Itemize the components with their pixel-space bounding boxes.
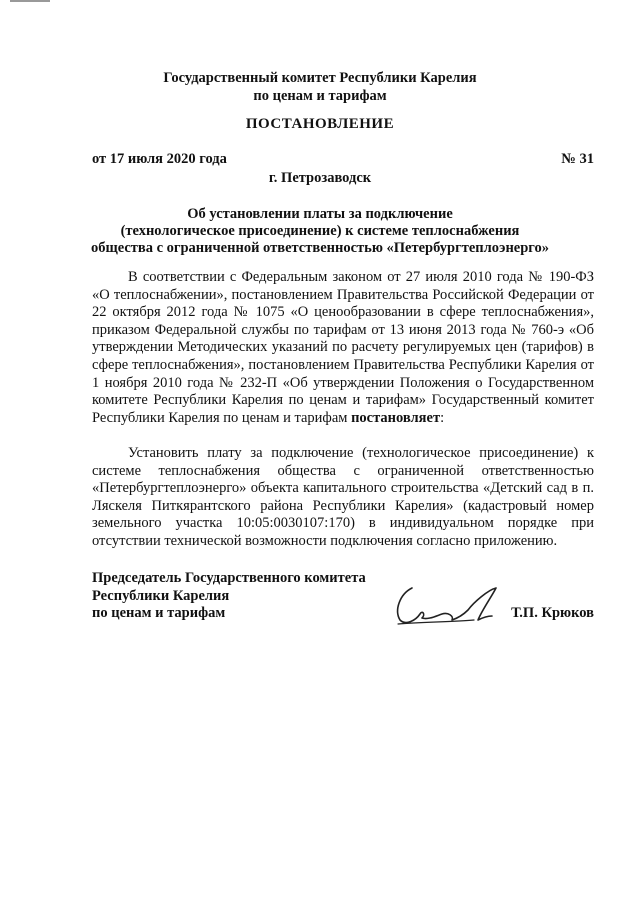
paragraph-1-tail: :	[440, 409, 445, 426]
document-type-title: ПОСТАНОВЛЕНИЕ	[245, 116, 395, 132]
signatory-title	[92, 570, 366, 623]
handwritten-signature	[392, 580, 504, 628]
signatory-line-2: Республики Карелия	[92, 587, 230, 604]
subject-line-1: Об установлении платы за подключение	[187, 206, 453, 222]
issuer-line-1: Государственный комитет Республики Карелия	[163, 70, 477, 86]
signatory-line-3: по ценам и тарифам	[92, 605, 226, 621]
body-paragraph-1	[92, 269, 594, 427]
signatory-line-1: Председатель Государственного комитета	[92, 570, 366, 586]
subject-line-3: общества с ограниченной ответственностью «Петербургтеплоэнерго»	[90, 240, 550, 256]
document-date: от 17 июля 2020 года	[92, 151, 227, 167]
document-city: г. Петрозаводск	[268, 170, 372, 186]
paragraph-1-emphasis: постановляет	[351, 409, 441, 426]
scan-mark	[10, 0, 50, 2]
issuer-line-2: по ценам и тарифам	[253, 88, 387, 104]
subject-line-2: (технологическое присоединение) к системе теплоснабжения	[120, 223, 520, 239]
document-number: № 31	[561, 151, 594, 167]
body-paragraph-2: Установить плату за подключение (технологическое присоединение) к системе теплоснабжения общества с ограниченной ответственностью «Петербургтеплоэнерго» объекта капитального строительства «Детский сад в п. Ляскеля Питкярантского района Республики Карелия» (кадастровый номер земельного участка 10:05:0030107:170) в индивидуальном порядке при отсутствии технической возможности подключения согласно приложению.	[92, 445, 594, 549]
paragraph-1-text: В соответствии с Федеральным законом от 27 июля 2010 года № 190-ФЗ «О теплоснабжении», постановлением Правительства Российской Федерации от 22 октября 2012 года № 1075 «О ценообразовании в сфере теплоснабжения», приказом Федеральной службы по тарифам от 13 июня 2013 года № 760-э «Об утверждении Методических указаний по расчету регулируемых цен (тарифов) в сфере теплоснабжения», постановлением Правительства Республики Карелия от 1 ноября 2010 года № 232-П «Об утверждении Положения о Государственном комитете Республики Карелия по ценам и тарифам» Государственный комитет Республики Карелия по ценам и тарифам	[92, 269, 594, 426]
signatory-name: Т.П. Крюков	[511, 605, 594, 621]
